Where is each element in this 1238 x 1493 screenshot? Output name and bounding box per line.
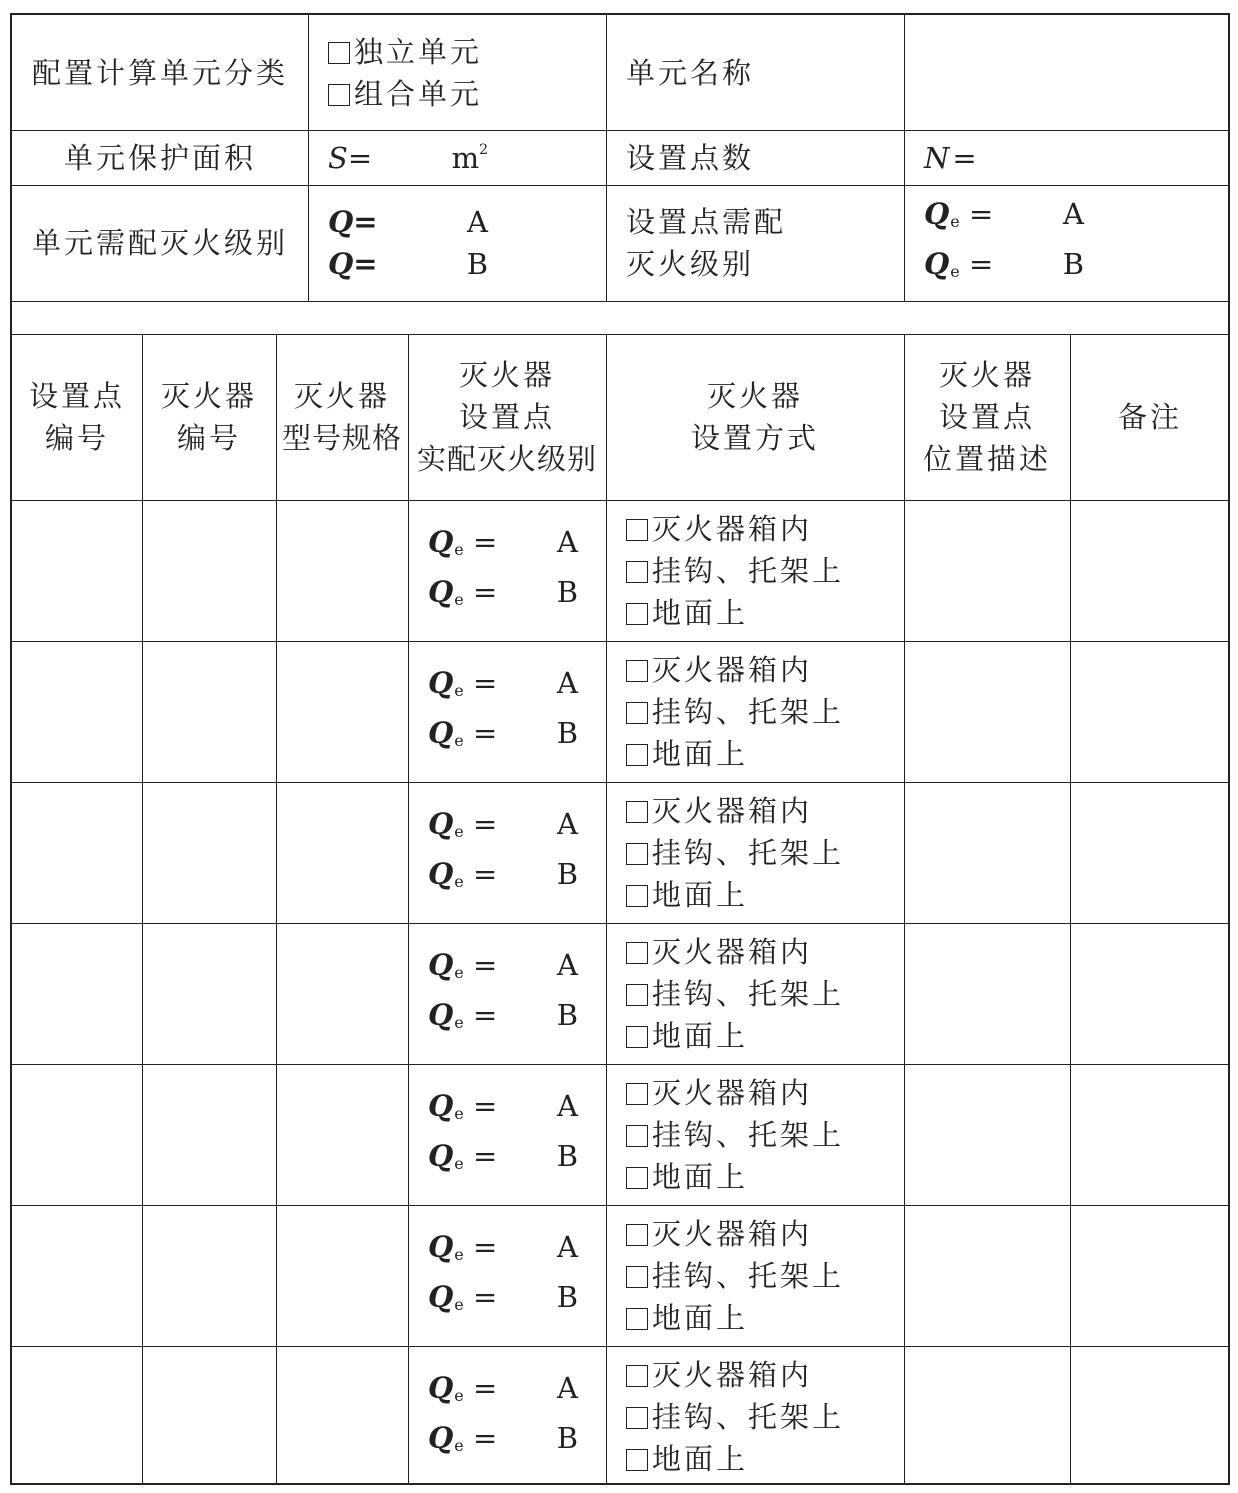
col-header-model	[276, 334, 408, 500]
cell-method	[606, 500, 904, 641]
rating-label	[12, 185, 308, 301]
cell-method	[606, 1346, 904, 1487]
qe-line	[428, 944, 578, 994]
checkbox-icon[interactable]	[328, 42, 350, 64]
area-label-text: 单元保护面积	[63, 140, 256, 175]
cell-location[interactable]	[904, 1064, 1070, 1205]
cell-actual-rating[interactable]	[408, 1346, 606, 1487]
qe-unit: A	[557, 1229, 578, 1264]
qe-var: Q	[428, 997, 454, 1032]
area-unit-sup: 2	[479, 141, 488, 158]
checkbox-icon[interactable]	[626, 1083, 648, 1105]
qe-sub: e	[454, 1153, 464, 1173]
point-rating-field[interactable]	[904, 185, 1230, 301]
qe-var: Q	[428, 574, 454, 609]
grid-line	[276, 334, 277, 1485]
col-header-point-no	[12, 334, 142, 500]
checkbox-icon[interactable]	[626, 1308, 648, 1330]
checkbox-icon[interactable]	[626, 1167, 648, 1189]
rating-label-text: 单元需配灭火级别	[31, 226, 288, 260]
unit-name-label-text: 单元名称	[626, 55, 755, 90]
qe-unit: B	[556, 997, 578, 1032]
method-option[interactable]	[626, 1438, 748, 1480]
qe-eq: =	[472, 715, 498, 750]
unit-type-option-2[interactable]	[328, 73, 482, 115]
point-rating-label-line-1: 设置点需配	[626, 205, 787, 239]
method-option[interactable]	[626, 874, 748, 916]
col-header-text: 设置点	[458, 400, 555, 434]
method-option[interactable]	[626, 1015, 748, 1057]
col-header-text: 灭火器	[938, 358, 1035, 392]
fire-extinguisher-config-form	[10, 13, 1230, 1485]
method-option-label: 挂钩、托架上	[652, 1399, 845, 1434]
method-option-label: 挂钩、托架上	[652, 976, 845, 1011]
qe-sub: e	[454, 1294, 464, 1314]
col-header-text: 型号规格	[281, 421, 402, 455]
cell-ext-no[interactable]	[142, 1346, 276, 1487]
cell-actual-rating[interactable]	[408, 782, 606, 923]
checkbox-icon[interactable]	[626, 1266, 648, 1288]
checkbox-icon[interactable]	[626, 744, 648, 766]
cell-model[interactable]	[276, 782, 408, 923]
cell-remarks[interactable]	[1070, 1205, 1230, 1346]
method-option-label: 挂钩、托架上	[652, 553, 845, 588]
qe-eq: =	[472, 997, 498, 1032]
points-label	[606, 130, 904, 185]
cell-method	[606, 641, 904, 782]
cell-ext-no[interactable]	[142, 923, 276, 1064]
method-option[interactable]	[626, 649, 812, 691]
checkbox-icon[interactable]	[626, 519, 648, 541]
method-option[interactable]	[626, 1297, 748, 1339]
qe-line	[428, 1276, 578, 1326]
checkbox-icon[interactable]	[626, 561, 648, 583]
cell-model[interactable]	[276, 1064, 408, 1205]
qe-eq: =	[472, 1088, 498, 1123]
classify-label	[12, 15, 308, 130]
grid-line	[1070, 334, 1071, 1485]
method-option-label: 地面上	[652, 595, 749, 630]
points-var: N=	[924, 140, 980, 175]
qe-unit: A	[557, 806, 578, 841]
checkbox-icon[interactable]	[626, 1365, 648, 1387]
area-label	[12, 130, 308, 185]
qe-var: Q	[428, 947, 454, 982]
cell-ext-no[interactable]	[142, 1205, 276, 1346]
qe-line	[428, 662, 578, 712]
qe-sub: e	[454, 821, 464, 841]
unit-name-field[interactable]	[904, 15, 1230, 130]
point-rating-unit-a: A	[1063, 197, 1084, 231]
grid-line	[904, 15, 905, 301]
method-option[interactable]	[626, 931, 812, 973]
grid-line	[12, 185, 1230, 186]
cell-actual-rating[interactable]	[408, 1064, 606, 1205]
qe-sub: e	[454, 871, 464, 891]
cell-location[interactable]	[904, 500, 1070, 641]
method-option[interactable]	[626, 1072, 812, 1114]
cell-point-no[interactable]	[12, 923, 142, 1064]
rating-unit-b: B	[466, 247, 488, 281]
grid-line	[408, 334, 409, 1485]
qe-eq: =	[472, 1279, 498, 1314]
qe-var: Q	[924, 197, 950, 231]
checkbox-icon[interactable]	[626, 1224, 648, 1246]
grid-line	[606, 334, 607, 1485]
grid-line	[12, 130, 1230, 131]
cell-method	[606, 923, 904, 1064]
method-option-label: 挂钩、托架上	[652, 694, 845, 729]
qe-unit: B	[556, 715, 578, 750]
unit-type-options	[308, 15, 606, 130]
qe-line	[428, 853, 578, 903]
qe-sub: e	[454, 1385, 464, 1405]
qe-eq: =	[472, 574, 498, 609]
method-option[interactable]	[626, 1156, 748, 1198]
cell-model[interactable]	[276, 641, 408, 782]
cell-location[interactable]	[904, 1346, 1070, 1487]
cell-point-no[interactable]	[12, 1346, 142, 1487]
qe-line	[428, 571, 578, 621]
col-header-actual-rating	[408, 334, 606, 500]
qe-line	[428, 1135, 578, 1185]
qe-unit: B	[556, 574, 578, 609]
method-option[interactable]	[626, 1255, 844, 1297]
rating-var-b: Q=	[328, 247, 378, 281]
qe-sub: e	[454, 1103, 464, 1123]
cell-location[interactable]	[904, 641, 1070, 782]
qe-unit: A	[557, 1088, 578, 1123]
checkbox-icon[interactable]	[626, 843, 648, 865]
qe-var: Q	[428, 1138, 454, 1173]
cell-actual-rating[interactable]	[408, 923, 606, 1064]
grid-line	[142, 334, 143, 1485]
col-header-text: 备注	[1117, 400, 1182, 434]
grid-line	[606, 15, 607, 301]
method-option-label: 灭火器箱内	[652, 1075, 813, 1110]
points-label-text: 设置点数	[626, 140, 755, 175]
rating-field[interactable]	[308, 185, 606, 301]
method-option-label: 灭火器箱内	[652, 1357, 813, 1392]
qe-unit: B	[556, 856, 578, 891]
method-option-label: 地面上	[652, 1159, 749, 1194]
qe-var: Q	[428, 856, 454, 891]
qe-unit: A	[557, 947, 578, 982]
method-option[interactable]	[626, 790, 812, 832]
qe-eq: =	[472, 1420, 498, 1455]
method-option[interactable]	[626, 1114, 844, 1156]
qe-eq: =	[472, 947, 498, 982]
qe-eq: =	[472, 1229, 498, 1264]
cell-ext-no[interactable]	[142, 1064, 276, 1205]
point-rating-label-line-2: 灭火级别	[626, 247, 755, 281]
method-option[interactable]	[626, 592, 748, 634]
qe-sub: e	[454, 1435, 464, 1455]
method-option[interactable]	[626, 973, 844, 1015]
cell-remarks[interactable]	[1070, 1346, 1230, 1487]
cell-actual-rating[interactable]	[408, 500, 606, 641]
cell-point-no[interactable]	[12, 500, 142, 641]
method-option-label: 地面上	[652, 1300, 749, 1335]
qe-eq: =	[472, 856, 498, 891]
method-option-label: 地面上	[652, 1018, 749, 1053]
cell-remarks[interactable]	[1070, 782, 1230, 923]
cell-location[interactable]	[904, 923, 1070, 1064]
qe-unit: B	[556, 1279, 578, 1314]
qe-line	[428, 803, 578, 853]
cell-point-no[interactable]	[12, 1064, 142, 1205]
checkbox-icon[interactable]	[626, 603, 648, 625]
method-option[interactable]	[626, 550, 844, 592]
cell-model[interactable]	[276, 1346, 408, 1487]
cell-ext-no[interactable]	[142, 641, 276, 782]
checkbox-icon[interactable]	[626, 660, 648, 682]
col-header-method	[606, 334, 904, 500]
qe-sub: e	[454, 589, 464, 609]
point-rating-unit-b: B	[1062, 247, 1084, 281]
method-option-label: 灭火器箱内	[652, 511, 813, 546]
col-header-text: 设置点	[28, 379, 125, 413]
col-header-text: 设置点	[938, 400, 1035, 434]
cell-location[interactable]	[904, 782, 1070, 923]
qe-unit: A	[557, 524, 578, 559]
method-option-label: 灭火器箱内	[652, 934, 813, 969]
col-header-text: 灭火器	[706, 379, 803, 413]
area-unit: m	[451, 140, 480, 175]
qe-line	[428, 521, 578, 571]
unit-name-label	[606, 15, 904, 130]
qe-var: Q	[428, 1370, 454, 1405]
cell-method	[606, 1064, 904, 1205]
qe-unit: B	[556, 1138, 578, 1173]
method-option[interactable]	[626, 508, 812, 550]
grid-line	[12, 334, 1230, 335]
cell-point-no[interactable]	[12, 641, 142, 782]
area-var: S=	[328, 140, 373, 175]
method-option[interactable]	[626, 691, 844, 733]
grid-line	[904, 334, 905, 1485]
qe-var: Q	[428, 806, 454, 841]
area-field[interactable]	[308, 130, 606, 185]
unit-type-option-2-label: 组合单元	[354, 76, 483, 111]
cell-remarks[interactable]	[1070, 641, 1230, 782]
qe-var: Q	[428, 1229, 454, 1264]
unit-type-option-1-label: 独立单元	[354, 34, 483, 69]
col-header-ext-no	[142, 334, 276, 500]
qe-sub: e	[454, 730, 464, 750]
checkbox-icon[interactable]	[626, 1125, 648, 1147]
cell-ext-no[interactable]	[142, 782, 276, 923]
cell-actual-rating[interactable]	[408, 641, 606, 782]
checkbox-icon[interactable]	[626, 984, 648, 1006]
method-option-label: 地面上	[652, 736, 749, 771]
qe-sub: e	[454, 539, 464, 559]
method-option[interactable]	[626, 733, 748, 775]
cell-model[interactable]	[276, 500, 408, 641]
cell-remarks[interactable]	[1070, 1064, 1230, 1205]
qe-line	[428, 712, 578, 762]
method-option-label: 灭火器箱内	[652, 652, 813, 687]
checkbox-icon[interactable]	[626, 1449, 648, 1471]
method-option[interactable]	[626, 1396, 844, 1438]
qe-line	[428, 1085, 578, 1135]
grid-line	[308, 15, 309, 301]
qe-sub: e	[454, 962, 464, 982]
qe-unit: A	[557, 665, 578, 700]
qe-sub: e	[454, 1244, 464, 1264]
qe-var: Q	[428, 1279, 454, 1314]
method-option-label: 灭火器箱内	[652, 793, 813, 828]
qe-eq: =	[472, 806, 498, 841]
point-rating-label	[606, 185, 904, 301]
qe-eq: =	[472, 524, 498, 559]
method-option-label: 地面上	[652, 1441, 749, 1476]
cell-point-no[interactable]	[12, 1205, 142, 1346]
qe-eq: =	[472, 1138, 498, 1173]
grid-line	[12, 500, 1230, 501]
rating-var-a: Q=	[328, 205, 378, 239]
cell-location[interactable]	[904, 1205, 1070, 1346]
cell-model[interactable]	[276, 923, 408, 1064]
classify-label-text: 配置计算单元分类	[31, 55, 288, 90]
col-header-remarks	[1070, 334, 1230, 500]
qe-line	[428, 1367, 578, 1417]
qe-var: Q	[428, 665, 454, 700]
method-option[interactable]	[626, 1354, 812, 1396]
cell-model[interactable]	[276, 1205, 408, 1346]
qe-unit: A	[557, 1370, 578, 1405]
checkbox-icon[interactable]	[626, 1407, 648, 1429]
method-option-label: 地面上	[652, 877, 749, 912]
qe-var: Q	[428, 1420, 454, 1455]
col-header-text: 灭火器	[458, 358, 555, 392]
checkbox-icon[interactable]	[626, 801, 648, 823]
method-option-label: 挂钩、托架上	[652, 835, 845, 870]
qe-var: Q	[428, 524, 454, 559]
qe-var: Q	[428, 715, 454, 750]
cell-ext-no[interactable]	[142, 500, 276, 641]
col-header-text: 灭火器	[293, 379, 390, 413]
method-option-label: 灭火器箱内	[652, 1216, 813, 1251]
checkbox-icon[interactable]	[626, 1026, 648, 1048]
col-header-text: 设置方式	[690, 421, 819, 455]
grid-line	[12, 301, 1230, 302]
qe-eq: =	[472, 665, 498, 700]
col-header-text: 灭火器	[160, 379, 257, 413]
method-option[interactable]	[626, 832, 844, 874]
qe-sub: e	[454, 680, 464, 700]
qe-line	[428, 994, 578, 1044]
cell-point-no[interactable]	[12, 782, 142, 923]
col-header-text: 实配灭火级别	[416, 442, 597, 476]
points-field[interactable]	[904, 130, 1230, 185]
col-header-text: 编号	[44, 421, 109, 455]
method-option[interactable]	[626, 1213, 812, 1255]
col-header-text: 编号	[176, 421, 241, 455]
qe-eq: =	[472, 1370, 498, 1405]
spacer-row	[12, 301, 1230, 334]
checkbox-icon[interactable]	[328, 84, 350, 106]
qe-sub: e	[950, 212, 960, 231]
qe-unit: B	[556, 1420, 578, 1455]
qe-line	[428, 1417, 578, 1467]
method-option-label: 挂钩、托架上	[652, 1258, 845, 1293]
qe-eq: =	[968, 197, 994, 231]
unit-type-option-1[interactable]	[328, 31, 482, 73]
col-header-text: 位置描述	[922, 442, 1051, 476]
cell-remarks[interactable]	[1070, 500, 1230, 641]
qe-var: Q	[428, 1088, 454, 1123]
checkbox-icon[interactable]	[626, 885, 648, 907]
qe-sub: e	[950, 262, 960, 281]
qe-sub: e	[454, 1012, 464, 1032]
method-option-label: 挂钩、托架上	[652, 1117, 845, 1152]
cell-actual-rating[interactable]	[408, 1205, 606, 1346]
cell-method	[606, 1205, 904, 1346]
cell-remarks[interactable]	[1070, 923, 1230, 1064]
col-header-location	[904, 334, 1070, 500]
cell-method	[606, 782, 904, 923]
checkbox-icon[interactable]	[626, 702, 648, 724]
qe-var: Q	[924, 247, 950, 281]
rating-unit-a: A	[467, 205, 488, 239]
checkbox-icon[interactable]	[626, 942, 648, 964]
qe-line	[428, 1226, 578, 1276]
qe-eq: =	[968, 247, 994, 281]
